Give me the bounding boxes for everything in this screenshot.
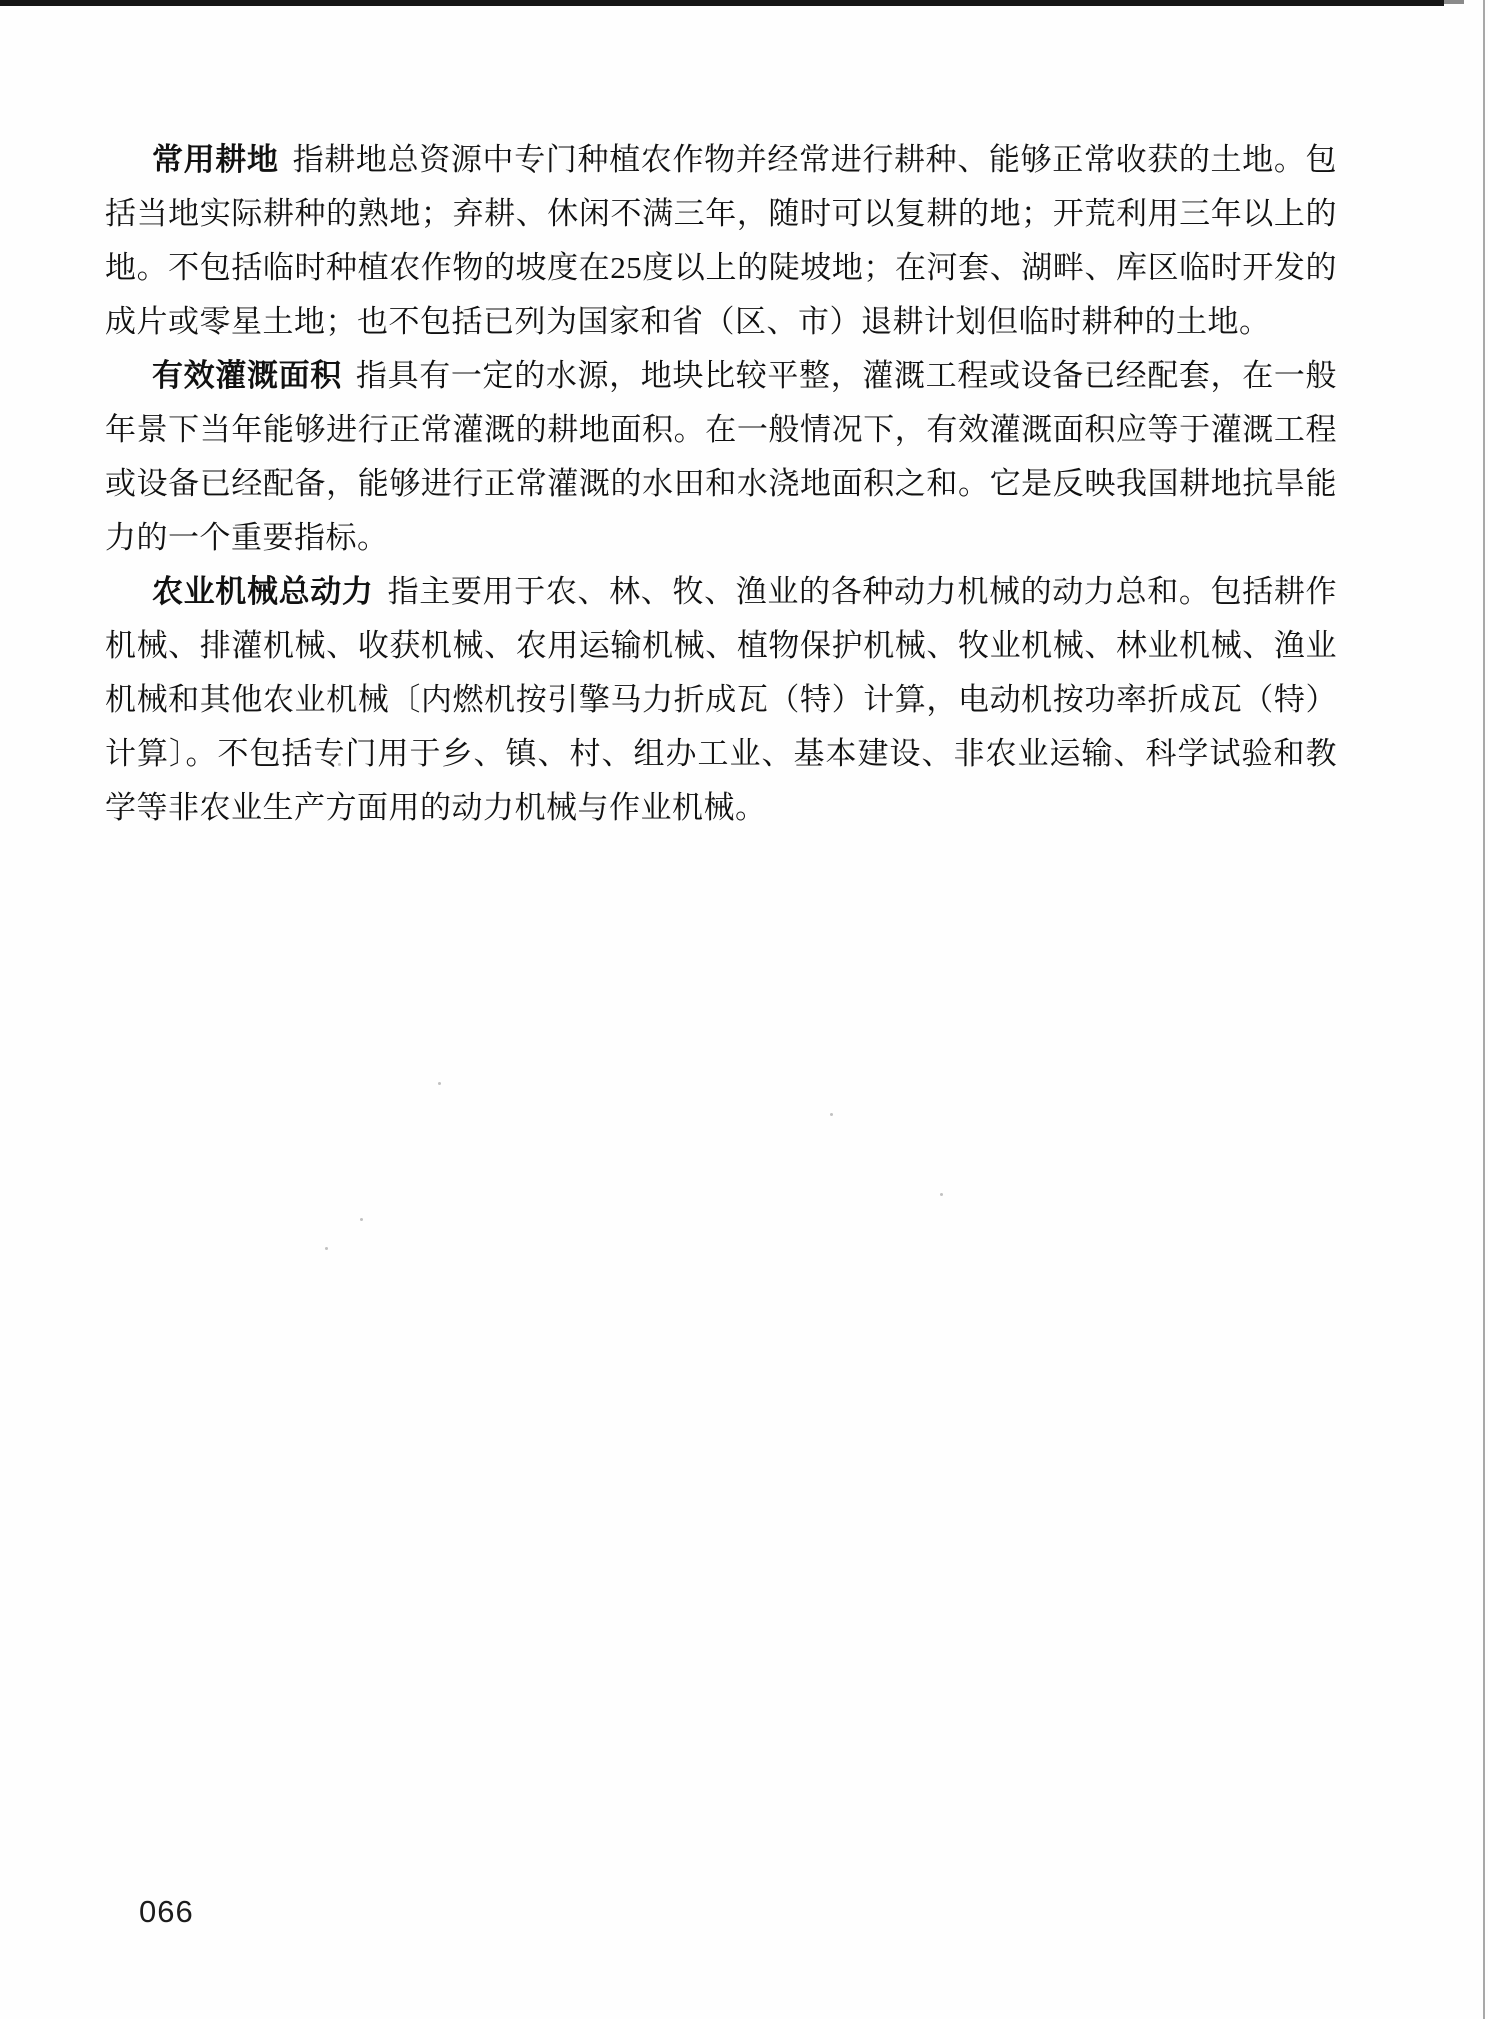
definition-paragraph-nongye-jixie-zongdongli: [105, 565, 1337, 835]
scan-speck: [360, 1218, 363, 1221]
definition-text: 指具有一定的水源，地块比较平整，灌溉工程或设备已经配套，在一般年景下当年能够进行正常灌溉的耕地面积。在一般情况下，有效灌溉面积应等于灌溉工程或设备已经配备，能够进行正常灌溉的水田和水浇地面积之和。它是反映我国耕地抗旱能力的一个重要指标。: [105, 358, 1338, 555]
scan-speck: [830, 1113, 833, 1116]
definition-text: 指主要用于农、林、牧、渔业的各种动力机械的动力总和。包括耕作机械、排灌机械、收获机械、农用运输机械、植物保护机械、牧业机械、林业机械、渔业机械和其他农业机械〔内燃机按引擎马力折成瓦（特）计算，电动机按功率折成瓦（特）计算〕。不包括专门用于乡、镇、村、组办工业、基本建设、非农业运输、科学试验和教学等非农业生产方面用的动力机械与作业机械。: [105, 574, 1338, 825]
term-label: 常用耕地: [152, 142, 279, 177]
definition-paragraph-changyong-gengdi: [105, 133, 1337, 349]
term-label: 有效灌溉面积: [152, 358, 342, 393]
scan-speck: [940, 1193, 943, 1196]
definition-paragraph-youxiao-guangai-mianji: [105, 349, 1337, 565]
scan-speck: [325, 1247, 328, 1250]
page-number: 066: [139, 1894, 194, 1929]
scan-speck: [438, 1082, 441, 1085]
scan-edge-line-right: [1483, 0, 1485, 2019]
definition-text: 指耕地总资源中专门种植农作物并经常进行耕种、能够正常收获的土地。包括当地实际耕种的熟地；弃耕、休闲不满三年，随时可以复耕的地；开荒利用三年以上的地。不包括临时种植农作物的坡度在25度以上的陡坡地；在河套、湖畔、库区临时开发的成片或零星土地；也不包括已列为国家和省（区、市）退耕计划但临时耕种的土地。: [105, 142, 1338, 339]
scan-edge-artifact-top-tail: [1444, 0, 1464, 4]
scan-edge-artifact-top: [0, 0, 1444, 6]
definitions-text-block: [105, 133, 1337, 835]
term-label: 农业机械总动力: [152, 574, 374, 609]
scan-speck: [338, 763, 341, 766]
